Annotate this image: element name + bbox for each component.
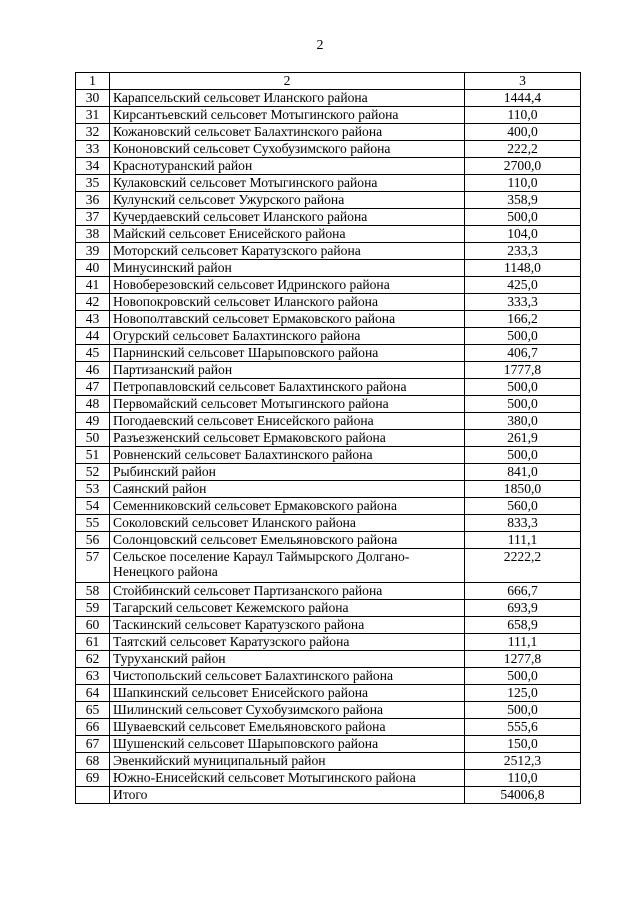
row-name: Краснотуранский район [110, 158, 465, 175]
row-number: 63 [76, 668, 110, 685]
row-name: Карапсельский сельсовет Иланского района [110, 90, 465, 107]
row-number: 31 [76, 107, 110, 124]
row-value: 358,9 [465, 192, 581, 209]
table-row [76, 90, 581, 107]
row-value: 400,0 [465, 124, 581, 141]
table-row [76, 719, 581, 736]
row-name: Эвенкийский муниципальный район [110, 753, 465, 770]
row-name: Первомайский сельсовет Мотыгинского района [110, 396, 465, 413]
table-row [76, 277, 581, 294]
row-name: Кононовский сельсовет Сухобузимского района [110, 141, 465, 158]
table-row [76, 294, 581, 311]
table-row [76, 379, 581, 396]
row-number: 46 [76, 362, 110, 379]
row-value: 2512,3 [465, 753, 581, 770]
row-name: Кулунский сельсовет Ужурского района [110, 192, 465, 209]
row-value: 110,0 [465, 107, 581, 124]
table-row [76, 311, 581, 328]
row-value: 125,0 [465, 685, 581, 702]
table-row [76, 447, 581, 464]
row-number: 66 [76, 719, 110, 736]
row-value: 425,0 [465, 277, 581, 294]
row-value: 406,7 [465, 345, 581, 362]
table-row [76, 464, 581, 481]
row-value: 666,7 [465, 583, 581, 600]
table-row [76, 770, 581, 787]
row-number: 57 [76, 549, 110, 583]
row-number: 35 [76, 175, 110, 192]
row-name: Новополтавский сельсовет Ермаковского района [110, 311, 465, 328]
row-name: Чистопольский сельсовет Балахтинского района [110, 668, 465, 685]
row-value: 1444,4 [465, 90, 581, 107]
allocation-table [75, 72, 581, 804]
row-number: 44 [76, 328, 110, 345]
table-row [76, 107, 581, 124]
table-row [76, 583, 581, 600]
row-name: Шапкинский сельсовет Енисейского района [110, 685, 465, 702]
row-number: 36 [76, 192, 110, 209]
table-row [76, 175, 581, 192]
table-row [76, 192, 581, 209]
row-number: 42 [76, 294, 110, 311]
row-number: 50 [76, 430, 110, 447]
row-name: Сельское поселение Караул Таймырского Долгано-Ненецкого района [110, 549, 465, 583]
row-name: Таятский сельсовет Каратузского района [110, 634, 465, 651]
table-row [76, 124, 581, 141]
row-name: Шуваевский сельсовет Емельяновского района [110, 719, 465, 736]
row-value: 150,0 [465, 736, 581, 753]
row-name: Кирсантьевский сельсовет Мотыгинского района [110, 107, 465, 124]
table-row [76, 668, 581, 685]
row-number: 55 [76, 515, 110, 532]
row-name: Разъезженский сельсовет Ермаковского района [110, 430, 465, 447]
row-value: 500,0 [465, 447, 581, 464]
table-row [76, 260, 581, 277]
row-value: 1148,0 [465, 260, 581, 277]
row-value: 1277,8 [465, 651, 581, 668]
row-value: 560,0 [465, 498, 581, 515]
row-number: 47 [76, 379, 110, 396]
row-name: Саянский район [110, 481, 465, 498]
row-number: 56 [76, 532, 110, 549]
row-value: 2222,2 [465, 549, 581, 583]
row-value: 500,0 [465, 328, 581, 345]
row-name: Парнинский сельсовет Шарыповского района [110, 345, 465, 362]
row-name: Кучердаевский сельсовет Иланского района [110, 209, 465, 226]
row-name: Таскинский сельсовет Каратузского района [110, 617, 465, 634]
table-row [76, 600, 581, 617]
table-row [76, 532, 581, 549]
row-number: 34 [76, 158, 110, 175]
header-col-2: 2 [110, 73, 465, 90]
row-value: 261,9 [465, 430, 581, 447]
row-name: Рыбинский район [110, 464, 465, 481]
row-number: 67 [76, 736, 110, 753]
table-row [76, 362, 581, 379]
row-number: 62 [76, 651, 110, 668]
row-number: 38 [76, 226, 110, 243]
row-name: Моторский сельсовет Каратузского района [110, 243, 465, 260]
row-value: 222,2 [465, 141, 581, 158]
row-name: Туруханский район [110, 651, 465, 668]
row-number: 68 [76, 753, 110, 770]
row-value: 833,3 [465, 515, 581, 532]
row-number: 49 [76, 413, 110, 430]
row-number: 48 [76, 396, 110, 413]
row-value: 110,0 [465, 175, 581, 192]
row-value: 380,0 [465, 413, 581, 430]
row-number: 30 [76, 90, 110, 107]
row-value: 555,6 [465, 719, 581, 736]
row-value: 500,0 [465, 702, 581, 719]
row-number: 41 [76, 277, 110, 294]
row-value: 1850,0 [465, 481, 581, 498]
row-number: 69 [76, 770, 110, 787]
row-value: 841,0 [465, 464, 581, 481]
table-row [76, 328, 581, 345]
header-col-3: 3 [465, 73, 581, 90]
row-number: 61 [76, 634, 110, 651]
row-value: 233,3 [465, 243, 581, 260]
row-number: 32 [76, 124, 110, 141]
row-value: 104,0 [465, 226, 581, 243]
row-value: 500,0 [465, 396, 581, 413]
table-row [76, 498, 581, 515]
row-value: 1777,8 [465, 362, 581, 379]
table-row [76, 651, 581, 668]
table-row [76, 736, 581, 753]
row-number: 64 [76, 685, 110, 702]
row-name: Стойбинский сельсовет Партизанского района [110, 583, 465, 600]
table-header-row [76, 73, 581, 90]
row-value: 658,9 [465, 617, 581, 634]
table-row [76, 515, 581, 532]
row-value: 111,1 [465, 532, 581, 549]
row-number: 40 [76, 260, 110, 277]
row-value: 111,1 [465, 634, 581, 651]
row-number: 65 [76, 702, 110, 719]
header-col-1: 1 [76, 73, 110, 90]
row-number: 45 [76, 345, 110, 362]
total-number-cell [76, 787, 110, 804]
row-number: 51 [76, 447, 110, 464]
row-name: Южно-Енисейский сельсовет Мотыгинского района [110, 770, 465, 787]
total-row [76, 787, 581, 804]
row-value: 333,3 [465, 294, 581, 311]
row-value: 2700,0 [465, 158, 581, 175]
table-row [76, 226, 581, 243]
row-name: Солонцовский сельсовет Емельяновского района [110, 532, 465, 549]
row-name: Новопокровский сельсовет Иланского района [110, 294, 465, 311]
row-name: Кожановский сельсовет Балахтинского района [110, 124, 465, 141]
row-number: 53 [76, 481, 110, 498]
table-row [76, 549, 581, 583]
row-value: 500,0 [465, 379, 581, 396]
table-row [76, 158, 581, 175]
table-row [76, 345, 581, 362]
table-row [76, 753, 581, 770]
row-name: Ровненский сельсовет Балахтинского района [110, 447, 465, 464]
row-name: Партизанский район [110, 362, 465, 379]
row-name: Новоберезовский сельсовет Идринского района [110, 277, 465, 294]
row-name: Семенниковский сельсовет Ермаковского района [110, 498, 465, 515]
row-number: 60 [76, 617, 110, 634]
row-value: 166,2 [465, 311, 581, 328]
row-number: 33 [76, 141, 110, 158]
table-row [76, 396, 581, 413]
row-name: Шушенский сельсовет Шарыповского района [110, 736, 465, 753]
table-row [76, 430, 581, 447]
row-number: 37 [76, 209, 110, 226]
row-number: 39 [76, 243, 110, 260]
table-row [76, 634, 581, 651]
table-row [76, 685, 581, 702]
table-row [76, 413, 581, 430]
row-name: Огурский сельсовет Балахтинского района [110, 328, 465, 345]
row-value: 500,0 [465, 209, 581, 226]
row-name: Соколовский сельсовет Иланского района [110, 515, 465, 532]
row-name: Майский сельсовет Енисейского района [110, 226, 465, 243]
row-name: Кулаковский сельсовет Мотыгинского района [110, 175, 465, 192]
table-row [76, 243, 581, 260]
table-row [76, 481, 581, 498]
row-name: Петропавловский сельсовет Балахтинского района [110, 379, 465, 396]
page-number: 2 [316, 38, 324, 53]
row-value: 693,9 [465, 600, 581, 617]
row-number: 52 [76, 464, 110, 481]
row-number: 59 [76, 600, 110, 617]
table-row [76, 617, 581, 634]
table-row [76, 702, 581, 719]
row-name: Тагарский сельсовет Кежемского района [110, 600, 465, 617]
total-label: Итого [110, 787, 465, 804]
row-number: 54 [76, 498, 110, 515]
row-name: Шилинский сельсовет Сухобузимского района [110, 702, 465, 719]
row-name: Минусинский район [110, 260, 465, 277]
row-value: 500,0 [465, 668, 581, 685]
row-name: Погодаевский сельсовет Енисейского района [110, 413, 465, 430]
row-number: 58 [76, 583, 110, 600]
total-value: 54006,8 [465, 787, 581, 804]
table-row [76, 141, 581, 158]
row-value: 110,0 [465, 770, 581, 787]
table-row [76, 209, 581, 226]
row-number: 43 [76, 311, 110, 328]
